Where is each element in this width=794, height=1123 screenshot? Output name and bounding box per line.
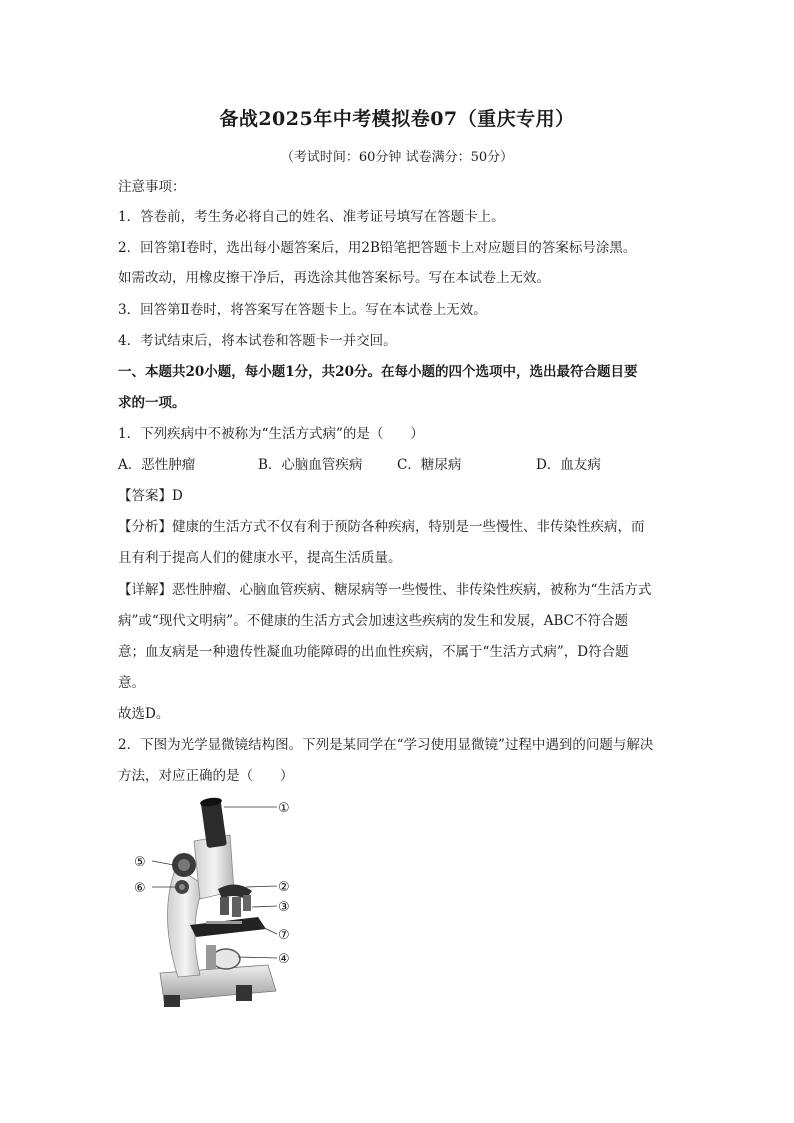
section-heading-cont: 求的一项。	[118, 395, 186, 411]
option-d: D．血友病	[536, 457, 601, 473]
question-1-conclusion: 故选D。	[118, 706, 170, 722]
question-1-detail-cont: 病”或“现代文明病”。不健康的生活方式会加速这些疾病的发生和发展，ABC不符合题	[118, 613, 628, 629]
option-c: C．糖尿病	[397, 457, 462, 473]
notice-item-1: 1．答卷前，考生务必将自己的姓名、准考证号填写在答题卡上。	[118, 209, 505, 225]
notice-item-4: 4．考试结束后，将本试卷和答题卡一并交回。	[118, 333, 397, 349]
microscope-figure	[118, 795, 308, 1010]
figure-label-2: ②	[278, 880, 290, 895]
question-1-options	[118, 456, 678, 474]
figure-label-5: ⑤	[134, 855, 146, 870]
question-1-answer: 【答案】D	[118, 488, 183, 504]
question-1-detail-cont: 意；血友病是一种遗传性凝血功能障碍的出血性疾病，不属于“生活方式病”，D符合题	[118, 644, 629, 660]
question-1-stem: 1．下列疾病中不被称为“生活方式病”的是（ ）	[118, 426, 424, 442]
notice-item-2: 2．回答第Ⅰ卷时，选出每小题答案后，用2B铅笔把答题卡上对应题目的答案标号涂黑。	[118, 240, 637, 256]
notice-heading: 注意事项：	[118, 179, 186, 195]
question-1-detail-cont: 意。	[118, 675, 145, 691]
question-2-stem: 2．下图为光学显微镜结构图。下列是某同学在“学习使用显微镜”过程中遇到的问题与解决	[118, 737, 654, 753]
option-a: A．恶性肿瘤	[118, 457, 196, 473]
option-b: B．心脑血管疾病	[258, 457, 363, 473]
figure-label-3: ③	[278, 900, 290, 915]
notice-item-2-cont: 如需改动，用橡皮擦干净后，再选涂其他答案标号。写在本试卷上无效。	[118, 270, 550, 286]
exam-info: （考试时间：60分钟 试卷满分：50分）	[280, 150, 514, 165]
notice-item-3: 3．回答第Ⅱ卷时，将答案写在答题卡上。写在本试卷上无效。	[118, 302, 487, 318]
figure-label-4: ④	[278, 952, 290, 967]
section-heading: 一、本题共20小题，每小题1分，共20分。在每小题的四个选项中，选出最符合题目要	[118, 364, 638, 380]
question-1-analysis: 【分析】健康的生活方式不仅有利于预防各种疾病，特别是一些慢性、非传染性疾病，而	[118, 519, 645, 535]
figure-label-1: ①	[278, 801, 290, 816]
question-1-detail: 【详解】恶性肿瘤、心脑血管疾病、糖尿病等一些慢性、非传染性疾病，被称为“生活方式	[118, 582, 652, 598]
question-1-analysis-cont: 且有利于提高人们的健康水平，提高生活质量。	[118, 550, 402, 566]
figure-label-7: ⑦	[278, 928, 290, 943]
page-title: 备战2025年中考模拟卷07（重庆专用）	[219, 108, 575, 130]
question-2-stem-cont: 方法，对应正确的是（ ）	[118, 768, 294, 784]
figure-label-6: ⑥	[134, 881, 146, 896]
